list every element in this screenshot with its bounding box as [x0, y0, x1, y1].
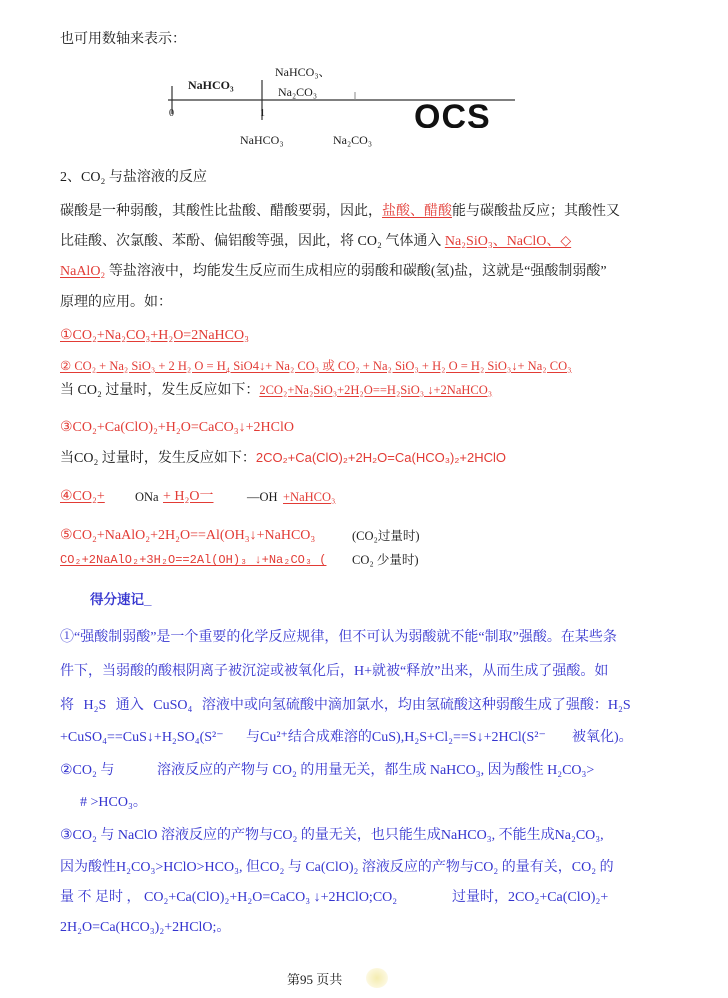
- equation-5-formula: ⑤CO₂+NaAlO₂+2H₂O==Al(OH₃↓+NaHCO₃: [60, 528, 316, 543]
- paragraph-line-2-highlight: Na₂SiO₃、NaClO、◇: [444, 234, 572, 249]
- top-label-mid-2: Na₂CO₃: [278, 85, 318, 99]
- equation-3b-label: 当CO₂ 过量时，发生反应如下：: [60, 451, 256, 466]
- paragraph-line-3: [60, 263, 607, 281]
- equation-2: ② CO₂ + Na₂ SiO₃ + 2 H₂ O = H₄ SiO4↓+ Na₂ CO₃ 或 CO₂ + Na₂ SiO₃ + H₂ O = H₂ SiO₃↓+ Na₂ CO₃: [60, 359, 572, 373]
- notes-line-4-c: 被氧化)。: [572, 730, 633, 745]
- notes-line-6: # >HCO₃。: [80, 795, 147, 810]
- notes-line-7: ③CO₂ 与 NaClO 溶液反应的产物与CO₂ 的量无关，也只能生成NaHCO₃, 不能生成Na₂CO₃,: [60, 828, 604, 843]
- notes-line-10: 2H₂O=Ca(HCO₃)₂+2HClO;。: [60, 920, 231, 935]
- notes-line-9-a: [60, 889, 397, 907]
- equation-4-phenol: —OH: [247, 490, 278, 504]
- equation-2b: [60, 381, 492, 400]
- paragraph-line-4: 原理的应用。如：: [60, 295, 172, 310]
- notes-line-1: ①“强酸制弱酸”是一个重要的化学反应规律，但不可认为弱酸就不能“制取”强酸。在某些条: [60, 630, 617, 645]
- notes-line-5-a: ②CO₂ 与: [60, 763, 115, 778]
- paragraph-line-1: [60, 203, 620, 221]
- ocs-overlay-text: OCS: [414, 100, 491, 128]
- equation-4-a: ④CO₂+: [60, 489, 105, 504]
- bottom-label-2: Na₂CO₃: [333, 133, 373, 147]
- tick-label-0: 0: [169, 108, 174, 119]
- paragraph-line-1-highlight: 盐酸、醋酸: [382, 204, 452, 219]
- notes-line-3: 将 H₂S 通入 CuSO₄ 溶液中或向氢硫酸中滴加氯水，均由氢硫酸这种弱酸生成了强酸：H₂S: [60, 698, 631, 713]
- notes-line-9-a-text: 量 不 足时 ， CO₂+Ca(ClO)₂+H₂O=CaCO₃ ↓+2HClO;CO₂: [60, 890, 398, 905]
- paragraph-line-2: [60, 233, 571, 251]
- notes-heading: 得分速记_: [90, 592, 152, 607]
- equation-3b-formula: 2CO₂+Ca(ClO)₂+2H₂O=Ca(HCO₃)₂+2HClO: [255, 450, 506, 465]
- notes-line-9-b: 过量时，2CO₂+Ca(ClO)₂+: [452, 890, 609, 905]
- bottom-label-1: NaHCO₃: [240, 133, 284, 147]
- equation-5b-condition: CO₂ 少量时): [352, 553, 419, 567]
- notes-line-4-a: +CuSO₄==CuS↓+H₂SO₄(S²⁻: [60, 730, 224, 745]
- equation-4-e: +NaHCO₃: [283, 490, 336, 504]
- equation-2b-label: 当 CO₂ 过量时，发生反应如下：: [60, 383, 260, 398]
- equation-3b: [60, 449, 506, 468]
- equation-2b-formula: 2CO₂+Na₂SiO₃+2H₂O==H₂SiO₃ ↓+2NaHCO₃: [259, 383, 493, 397]
- equation-4-c: + H₂O一: [163, 489, 214, 504]
- ocs-overlay: [414, 100, 494, 128]
- paragraph-line-1-c: 能与碳酸盐反应；其酸性又: [452, 204, 620, 219]
- top-label-bold: NaHCO₃: [188, 78, 234, 92]
- scan-smudge: [366, 968, 388, 988]
- intro-text: 也可用数轴来表示：: [60, 32, 186, 47]
- notes-line-4-b: 与Cu²⁺结合成难溶的CuS),H₂S+Cl₂==S↓+2HCl(S²⁻: [246, 730, 546, 745]
- section-title: 2、CO₂ 与盐溶液的反应: [60, 170, 207, 185]
- equation-5b-formula: CO₂+2NaAlO₂+3H₂O==2Al(OH)₃ ↓+Na₂CO₃ (: [60, 553, 327, 567]
- paragraph-line-3-b: 等盐溶液中，均能发生反应而生成相应的弱酸和碳酸(氢)盐，这就是“强酸制弱酸”: [105, 264, 607, 279]
- equation-3: ③CO₂+Ca(ClO)₂+H₂O=CaCO₃↓+2HClO: [60, 420, 294, 435]
- notes-line-8: 因为酸性H₂CO₃>HClO>HCO₃, 但CO₂ 与 Ca(ClO)₂ 溶液反应的产物与CO₂ 的量有关，CO₂ 的: [60, 860, 614, 875]
- notes-line-2: 件下，当弱酸的酸根阴离子被沉淀或被氧化后，H+就被“释放”出来，从而生成了强酸。如: [60, 664, 609, 679]
- equation-4-phenoxide: ONa: [135, 490, 159, 504]
- equation-1: ①CO₂+Na₂CO₃+H₂O=2NaHCO₃: [60, 328, 249, 343]
- top-label-mid-1: NaHCO₃、: [275, 65, 331, 79]
- paragraph-line-3-highlight: NaAlO₂: [60, 264, 106, 279]
- paragraph-line-1-a: 碳酸是一种弱酸，其酸性比盐酸、醋酸要弱，因此，: [60, 204, 382, 219]
- notes-line-5-b: 溶液反应的产物与 CO₂ 的用量无关，都生成 NaHCO₃, 因为酸性 H₂CO₃>: [157, 763, 595, 778]
- paragraph-line-2-a: 比硅酸、次氯酸、苯酚、偏铝酸等强，因此，将 CO₂ 气体通入: [60, 234, 445, 249]
- equation-5-condition: (CO₂过量时): [352, 529, 420, 543]
- tick-label-1: 1: [260, 108, 265, 119]
- page-footer: 第95 页共: [287, 972, 343, 987]
